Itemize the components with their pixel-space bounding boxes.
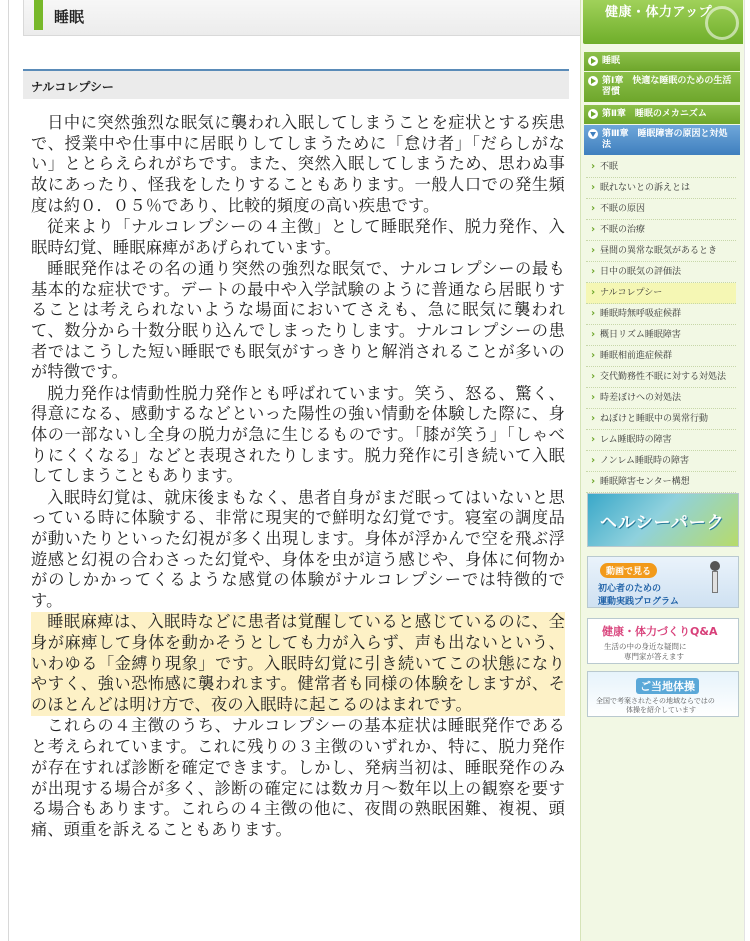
sidebar-sub-item[interactable]: › 睡眠相前進症候群 bbox=[586, 346, 736, 367]
exercise-video-banner[interactable] bbox=[587, 556, 739, 608]
sidebar-sub-item[interactable]: › 日中の眠気の評価法 bbox=[586, 262, 736, 283]
healthy-park-banner[interactable] bbox=[587, 493, 739, 547]
qa-sub2: 専門家が答えます bbox=[624, 652, 684, 661]
video-line2: 運動実践プログラム bbox=[598, 597, 679, 607]
sidebar-sub-item[interactable]: › ねぼけと睡眠中の異常行動 bbox=[586, 409, 736, 430]
qa-title: 健康・体力づくりQ&A bbox=[602, 625, 718, 638]
sidebar-sub-item[interactable]: › 昼間の異常な眠気があるとき bbox=[586, 241, 736, 262]
sidebar-sub-item[interactable]: › 睡眠障害センター構想 bbox=[586, 472, 736, 493]
article-paragraph: 従来より「ナルコレプシーの４主徴」として睡眠発作、脱力発作、入眠時幻覚、睡眠麻痺があげられています。 bbox=[31, 217, 565, 257]
sidebar bbox=[580, 0, 744, 941]
sidebar-category-label: 第Ⅲ章 睡眠障害の原因と対処法 bbox=[602, 129, 728, 150]
sidebar-banner-title: 健康・体力アップ bbox=[605, 5, 713, 20]
article-paragraph: これらの４主徴のうち、ナルコレプシーの基本症状は睡眠発作であると考えられています。これに残りの３主徴のいずれか、特に、脱力発作が存在すれば診断を確定できます。しかし、発病当初は、睡眠発作のみが出現する場合が多く、診断の確定には数カ月〜数年以上の観察を要する場合もあります。これらの４主徴の他に、夜間の熟眠困難、複視、頭痛、頭重を訴えることもあります。 bbox=[31, 716, 565, 839]
healthy-park-title: ヘルシーパーク bbox=[600, 513, 725, 533]
sidebar-sub-list bbox=[586, 157, 736, 493]
video-line1: 初心者のための bbox=[598, 584, 662, 594]
arrow-bullet-icon bbox=[588, 56, 598, 66]
sidebar-category-chapter2[interactable] bbox=[584, 105, 740, 124]
header-accent-bar bbox=[34, 0, 43, 30]
sidebar-banner[interactable] bbox=[583, 0, 743, 44]
article-paragraph: 入眠時幻覚は、就床後まもなく、患者自身がまだ眠ってはいないと思っている時に体験する、非常に現実的で鮮明な幻覚です。寝室の調度品が動いたりといった幻視が多く出現します。身体が浮かんで空を飛ぶ浮遊感と幻視の合わさった幻覚や、身体を虫が這う感じや、身体に何物かがのしかかってくるような感覚の体験がナルコレプシーでは特徴的です。 bbox=[31, 487, 565, 611]
local-sub1: 全国で考案されたその地域ならではの bbox=[596, 697, 715, 705]
main-content bbox=[8, 0, 578, 941]
sidebar-sub-item[interactable]: › 概日リズム睡眠障害 bbox=[586, 325, 736, 346]
sidebar-sub-item[interactable]: › 不眠の治療 bbox=[586, 220, 736, 241]
sidebar-sub-item[interactable]: › レム睡眠時の障害 bbox=[586, 430, 736, 451]
local-exercise-banner[interactable] bbox=[587, 671, 739, 717]
sidebar-category-label: 第Ⅰ章 快適な睡眠のための生活習慣 bbox=[602, 76, 732, 97]
sidebar-category-chapter3[interactable] bbox=[584, 125, 740, 155]
page-title: 睡眠 bbox=[54, 8, 85, 26]
globe-icon bbox=[705, 6, 739, 40]
runner-icon bbox=[710, 561, 720, 571]
sidebar-sub-item[interactable]: › 交代勤務性不眠に対する対処法 bbox=[586, 367, 736, 388]
qa-banner[interactable] bbox=[587, 618, 739, 664]
article-paragraph: 日中に突然強烈な眠気に襲われ入眠してしまうことを症状とする疾患で、授業中や仕事中に居眠りしてしまうために「怠け者」「だらしがない」ととらえられがちです。また、突然入眠してしまうため、思わぬ事故にあったり、怪我をしたりすることもあります。一般人口での発生頻度は約０．０５％であり、比較的頻度の高い疾患です。 bbox=[31, 113, 565, 215]
local-sub2: 体操を紹介しています bbox=[626, 706, 696, 714]
sidebar-sub-item-active[interactable]: › ナルコレプシー bbox=[586, 283, 736, 304]
video-tag: 動画で見る bbox=[600, 563, 657, 578]
arrow-bullet-icon bbox=[588, 76, 598, 86]
arrow-down-bullet-icon bbox=[588, 129, 598, 139]
arrow-bullet-icon bbox=[588, 109, 598, 119]
runner-body-icon bbox=[712, 571, 718, 593]
sidebar-category-chapter1[interactable] bbox=[584, 72, 740, 102]
article-paragraph: 睡眠発作はその名の通り突然の強烈な眠気で、ナルコレプシーの最も基本的な症状です。デートの最中や入学試験のように普通なら居眠りすることは考えられないような場面においてさえも、急に眠気に襲われて、数分から十数分眠り込んでしまったりします。ナルコレプシーの患者ではこうした短い睡眠でも眠気がすっきりと解消されることが多いのが特徴です。 bbox=[31, 258, 565, 382]
article-body bbox=[31, 113, 565, 841]
sidebar-sub-item[interactable]: › 時差ぼけへの対処法 bbox=[586, 388, 736, 409]
page-right-border bbox=[744, 0, 750, 941]
sidebar-sub-item[interactable]: › 睡眠時無呼吸症候群 bbox=[586, 304, 736, 325]
qa-sub1: 生活の中の身近な疑問に bbox=[604, 642, 687, 651]
highlighted-paragraph: 睡眠麻痺は、入眠時などに患者は覚醒していると感じているのに、全身が麻痺して身体を動かそうとしても力が入らず、声も出ないという、いわゆる「金縛り現象」です。入眠時幻覚に引き続いてこの状態になりやすく、強い恐怖感に襲われます。健常者も同様の体験をしますが、そのほとんどは明け方で、夜の入眠時に起こるのはまれです。 bbox=[31, 612, 565, 715]
section-title: ナルコレプシー bbox=[31, 80, 114, 94]
sidebar-sub-item[interactable]: › 不眠の原因 bbox=[586, 199, 736, 220]
section-heading bbox=[23, 69, 569, 99]
sidebar-sub-item[interactable]: › ノンレム睡眠時の障害 bbox=[586, 451, 736, 472]
article-paragraph: 脱力発作は情動性脱力発作とも呼ばれています。笑う、怒る、驚く、得意になる、感動するなどといった陽性の強い情動を体験した際に、身体の一部ないし全身の脱力が急に生じるものです。「膝が笑う」「しゃべりにくくなる」などと表現されたりします。脱力発作に引き続いて入眠してしまうこともあります。 bbox=[31, 383, 565, 486]
sidebar-category-label: 第Ⅱ章 睡眠のメカニズム bbox=[602, 109, 707, 119]
sidebar-category-label: 睡眠 bbox=[602, 56, 621, 66]
sidebar-sub-item[interactable]: › 眠れないとの訴えとは bbox=[586, 178, 736, 199]
sidebar-sub-item[interactable]: › 不眠 bbox=[586, 157, 736, 178]
sidebar-category-sleep[interactable] bbox=[584, 52, 740, 71]
local-title: ご当地体操 bbox=[636, 678, 699, 694]
page-header bbox=[23, 0, 585, 36]
